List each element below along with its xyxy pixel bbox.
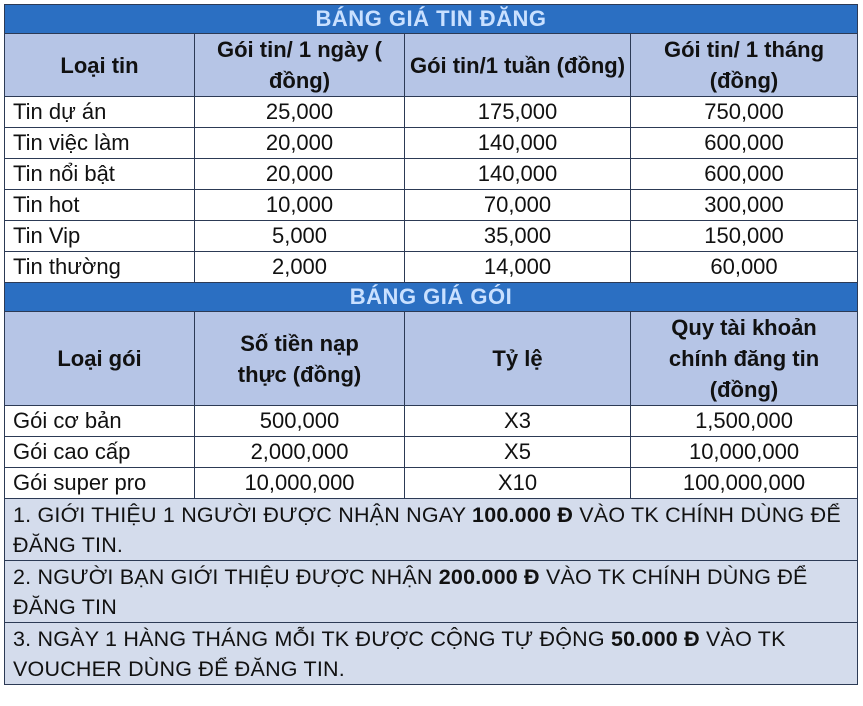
table-cell: Tin thường: [5, 252, 195, 283]
table-cell: Gói cao cấp: [5, 437, 195, 468]
note-amount: 50.000 Đ: [610, 626, 700, 651]
table-row: [5, 437, 858, 468]
table-cell: 70,000: [405, 190, 631, 221]
table-row: [5, 128, 858, 159]
pricing-table: [4, 4, 858, 685]
table-cell: 140,000: [405, 159, 631, 190]
table-cell: 150,000: [631, 221, 858, 252]
header-cell: Tỷ lệ: [405, 312, 631, 406]
package-table-header-row: [5, 312, 858, 406]
note-amount: 100.000 Đ: [472, 502, 574, 527]
price-table-header-row: [5, 34, 858, 97]
table-cell: 300,000: [631, 190, 858, 221]
table-cell: 2,000: [195, 252, 405, 283]
header-cell: Loại tin: [5, 34, 195, 97]
note-row: [5, 623, 858, 685]
table-cell: X10: [405, 468, 631, 499]
table-cell: 20,000: [195, 128, 405, 159]
price-table-title: BÁNG GIÁ TIN ĐĂNG: [5, 5, 858, 34]
table-cell: Tin dự án: [5, 97, 195, 128]
table-cell: 10,000,000: [195, 468, 405, 499]
table-row: [5, 406, 858, 437]
header-cell: Gói tin/ 1 tháng (đồng): [631, 34, 858, 97]
price-table-banner: [5, 5, 858, 34]
table-row: [5, 252, 858, 283]
table-cell: Tin Vip: [5, 221, 195, 252]
note-row: [5, 499, 858, 561]
header-cell: Gói tin/ 1 ngày ( đồng): [195, 34, 405, 97]
table-row: [5, 159, 858, 190]
note-amount: 200.000 Đ: [438, 564, 540, 589]
table-cell: X3: [405, 406, 631, 437]
table-cell: 2,000,000: [195, 437, 405, 468]
table-cell: 35,000: [405, 221, 631, 252]
table-cell: 25,000: [195, 97, 405, 128]
header-cell: Loại gói: [5, 312, 195, 406]
table-cell: Tin hot: [5, 190, 195, 221]
package-table-title: BÁNG GIÁ GÓI: [5, 283, 858, 312]
header-cell: Gói tin/1 tuần (đồng): [405, 34, 631, 97]
table-cell: 20,000: [195, 159, 405, 190]
table-cell: 10,000: [195, 190, 405, 221]
table-cell: 750,000: [631, 97, 858, 128]
table-cell: 140,000: [405, 128, 631, 159]
table-cell: 600,000: [631, 128, 858, 159]
table-row: [5, 190, 858, 221]
table-cell: Gói cơ bản: [5, 406, 195, 437]
table-row: [5, 221, 858, 252]
table-cell: 5,000: [195, 221, 405, 252]
table-cell: 175,000: [405, 97, 631, 128]
header-cell: Số tiền nạp thực (đồng): [195, 312, 405, 406]
table-cell: 1,500,000: [631, 406, 858, 437]
table-cell: Tin việc làm: [5, 128, 195, 159]
pricing-sheet: [4, 4, 857, 685]
note-3: 3. NGÀY 1 HÀNG THÁNG MỖI TK ĐƯỢC CỘNG TỰ ĐỘNG 50.000 Đ VÀO TK VOUCHER DÙNG ĐỂ ĐĂNG TIN.: [5, 623, 858, 685]
table-cell: 600,000: [631, 159, 858, 190]
package-table-banner: [5, 283, 858, 312]
table-cell: 10,000,000: [631, 437, 858, 468]
table-row: [5, 468, 858, 499]
table-cell: 60,000: [631, 252, 858, 283]
table-cell: 14,000: [405, 252, 631, 283]
table-cell: Gói super pro: [5, 468, 195, 499]
header-cell: Quy tài khoản chính đăng tin (đồng): [631, 312, 858, 406]
note-1: 1. GIỚI THIỆU 1 NGƯỜI ĐƯỢC NHẬN NGAY 100.000 Đ VÀO TK CHÍNH DÙNG ĐỂ ĐĂNG TIN.: [5, 499, 858, 561]
table-row: [5, 97, 858, 128]
table-cell: X5: [405, 437, 631, 468]
table-cell: Tin nổi bật: [5, 159, 195, 190]
table-cell: 500,000: [195, 406, 405, 437]
note-row: [5, 561, 858, 623]
table-cell: 100,000,000: [631, 468, 858, 499]
note-2: 2. NGƯỜI BẠN GIỚI THIỆU ĐƯỢC NHẬN 200.000 Đ VÀO TK CHÍNH DÙNG ĐỂ ĐĂNG TIN: [5, 561, 858, 623]
